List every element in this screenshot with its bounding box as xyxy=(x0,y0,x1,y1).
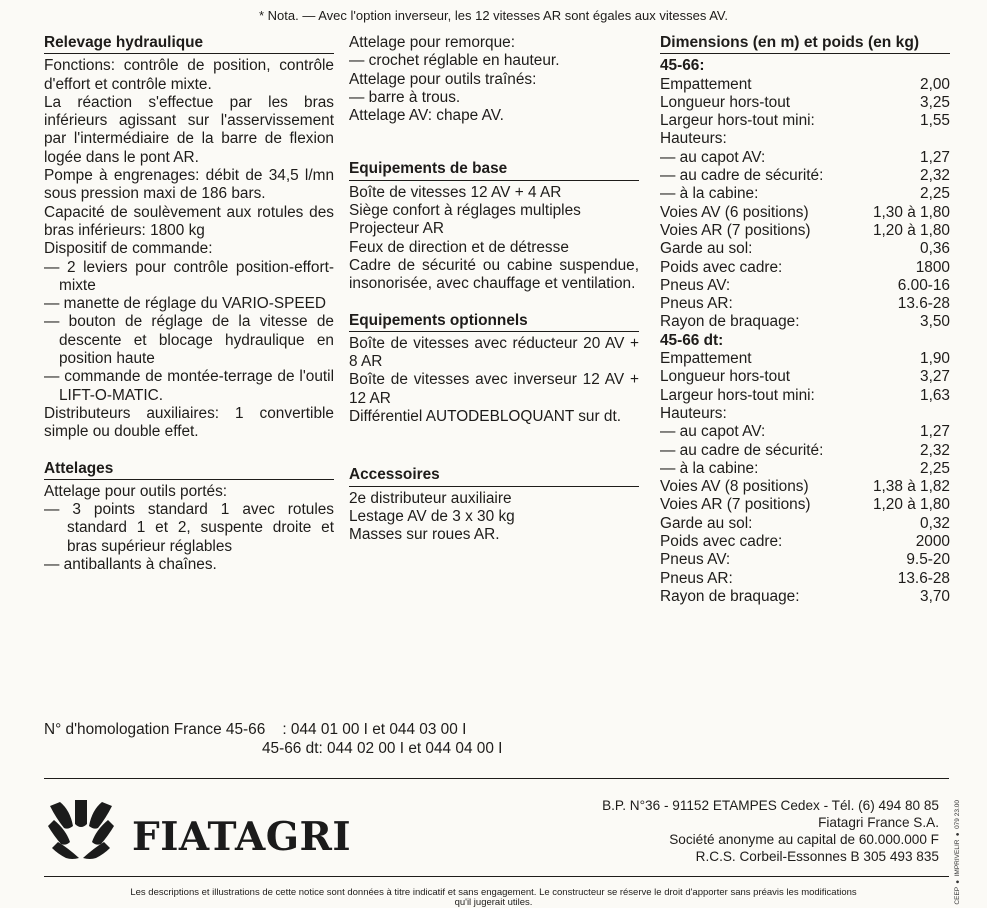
list-item: Feux de direction et de détresse xyxy=(349,238,569,256)
list-item: Masses sur roues AR. xyxy=(349,526,500,544)
dimension-row xyxy=(660,423,950,441)
dimension-value: 1,30 à 1,80 xyxy=(872,203,950,221)
dimension-value: 2,25 xyxy=(920,459,950,477)
dimension-label: Longueur hors-tout xyxy=(660,93,791,111)
dimension-label: — à la cabine: xyxy=(660,185,759,203)
list-item: — 3 points standard 1 avec rotules standard 1 et 2, suspente droite et bras supérieur réglables xyxy=(44,501,334,555)
dimension-label: — au cadre de sécurité: xyxy=(660,167,824,185)
address-line: Société anonyme au capital de 60.000.000 F xyxy=(669,832,939,847)
attelage-line: — crochet réglable en hauteur. xyxy=(349,52,560,70)
dimension-label: Largeur hors-tout mini: xyxy=(660,112,815,130)
dimension-value: 1,55 xyxy=(920,112,950,130)
dimension-label: Pneus AR: xyxy=(660,569,733,587)
dimension-label: Pneus AR: xyxy=(660,295,733,313)
dimension-value: 1,38 à 1,82 xyxy=(872,478,950,496)
dimension-row xyxy=(660,515,950,533)
dimension-value: 6.00-16 xyxy=(897,276,950,294)
dimension-label: Garde au sol: xyxy=(660,514,753,532)
dimension-row xyxy=(660,442,950,460)
section-title-options: Equipements optionnels xyxy=(349,312,639,332)
dimension-row xyxy=(660,496,950,514)
attelages-paragraph: Attelage pour outils portés: xyxy=(44,482,228,500)
dimension-value: 3,50 xyxy=(920,313,950,331)
dimension-value: 2000 xyxy=(915,533,950,551)
dimension-value: 1,63 xyxy=(920,386,950,404)
list-item: — antiballants à chaînes. xyxy=(44,556,217,574)
dimension-row xyxy=(660,460,950,478)
footer-line: Les descriptions et illustrations de cette notice sont données à titre indicatif et sans engagement. Le constructeur se réserve le droit d'apporter sans préavis les modifications xyxy=(130,887,857,898)
dimension-label: Rayon de braquage: xyxy=(660,313,800,331)
section-title-accessoires: Accessoires xyxy=(349,466,639,486)
dimension-label: Largeur hors-tout mini: xyxy=(660,386,815,404)
dimension-row xyxy=(660,588,950,606)
dimension-table-45-66-dt xyxy=(660,350,950,606)
dimension-label: Rayon de braquage: xyxy=(660,587,800,605)
dimension-label: Longueur hors-tout xyxy=(660,368,791,386)
dimension-row xyxy=(660,222,950,240)
relevage-paragraph: La réaction s'effectue par les bras inférieurs agissant sur l'asservissement par l'intermédiaire de la barre de flexion logée dans le pont AR. xyxy=(44,93,334,166)
model-heading: 45-66 dt: xyxy=(660,331,724,349)
section-title-base: Equipements de base xyxy=(349,160,639,180)
attelage-line: Attelage pour outils traînés: xyxy=(349,70,537,88)
dimension-value: 3,70 xyxy=(920,587,950,605)
relevage-paragraph: Distributeurs auxiliaires: 1 convertible simple ou double effet. xyxy=(44,404,334,441)
dimension-row xyxy=(660,478,950,496)
section-title-relevage: Relevage hydraulique xyxy=(44,34,334,54)
dimension-label: Voies AV (6 positions) xyxy=(660,203,809,221)
dimension-label: — au cadre de sécurité: xyxy=(660,441,824,459)
column-right xyxy=(660,34,950,606)
dimension-label: Empattement xyxy=(660,75,752,93)
dimension-label: Empattement xyxy=(660,350,752,368)
list-item: — manette de réglage du VARIO-SPEED xyxy=(44,295,327,313)
list-item: Projecteur AR xyxy=(349,220,444,238)
dimension-value: 1,27 xyxy=(920,423,950,441)
address-line: Fiatagri France S.A. xyxy=(818,815,939,830)
model-heading: 45-66: xyxy=(660,57,705,75)
dimension-value: 2,32 xyxy=(920,441,950,459)
dimension-value: 1,20 à 1,80 xyxy=(872,221,950,239)
dimension-label: Voies AR (7 positions) xyxy=(660,221,811,239)
dimension-row xyxy=(660,570,950,588)
dimension-label: Hauteurs: xyxy=(660,404,727,422)
dimension-value: 1,27 xyxy=(920,148,950,166)
section-title-dimensions: Dimensions (en m) et poids (en kg) xyxy=(660,34,950,54)
list-item: — 2 leviers pour contrôle position-effort-mixte xyxy=(44,258,334,294)
divider xyxy=(44,778,949,779)
divider xyxy=(44,876,949,877)
dimension-value: 1,90 xyxy=(920,350,950,368)
dimension-row xyxy=(660,533,950,551)
attelage-line: Attelage AV: chape AV. xyxy=(349,107,504,125)
dimension-label: — au capot AV: xyxy=(660,423,766,441)
attelage-line: Attelage pour remorque: xyxy=(349,34,515,51)
relevage-paragraph: Dispositif de commande: xyxy=(44,240,213,258)
dimension-label: — au capot AV: xyxy=(660,148,766,166)
list-item: Boîte de vitesses avec inverseur 12 AV + 12 AR xyxy=(349,371,639,407)
dimension-value: 3,27 xyxy=(920,368,950,386)
footer-line: qu'il jugerait utiles. xyxy=(454,897,533,908)
homologation-line: 45-66 dt: 044 02 00 I et 044 04 00 I xyxy=(262,740,503,757)
attelage-line: — barre à trous. xyxy=(349,88,461,106)
dimension-row xyxy=(660,295,950,313)
dimension-value: 13.6-28 xyxy=(897,295,950,313)
printer-mark: CEEP ● IMPRIVELIR ● 079 23.00 xyxy=(954,800,961,905)
dimension-label: Pneus AV: xyxy=(660,551,731,569)
dimension-value: 0,36 xyxy=(920,240,950,258)
dimension-table-45-66 xyxy=(660,76,950,332)
list-item: Boîte de vitesses 12 AV + 4 AR xyxy=(349,183,562,201)
address-line: R.C.S. Corbeil-Essonnes B 305 493 835 xyxy=(695,849,939,864)
dimension-value: 13.6-28 xyxy=(897,569,950,587)
dimension-value: 2,00 xyxy=(920,75,950,93)
dimension-label: Garde au sol: xyxy=(660,240,753,258)
list-item: Cadre de sécurité ou cabine suspendue, insonorisée, avec chauffage et ventilation. xyxy=(349,256,639,293)
list-item: Lestage AV de 3 x 30 kg xyxy=(349,507,515,525)
dimension-label: Voies AR (7 positions) xyxy=(660,496,811,514)
dimension-value: 0,32 xyxy=(920,514,950,532)
relevage-paragraph: Pompe à engrenages: débit de 34,5 l/mn sous pression maxi de 186 bars. xyxy=(44,167,334,203)
list-item: — bouton de réglage de la vitesse de descente et blocage hydraulique en position haute xyxy=(44,313,334,368)
dimension-value: 1800 xyxy=(915,258,950,276)
dimension-label: Pneus AV: xyxy=(660,276,731,294)
dimension-row xyxy=(660,387,950,405)
dimension-row xyxy=(660,313,950,331)
relevage-paragraph: Capacité de soulèvement aux rotules des bras inférieurs: 1800 kg xyxy=(44,203,334,239)
dimension-label: Hauteurs: xyxy=(660,130,727,148)
dimension-row xyxy=(660,240,950,258)
column-middle xyxy=(349,34,639,545)
dimension-row xyxy=(660,204,950,222)
dimension-value: 9.5-20 xyxy=(906,551,950,569)
fiatagri-logo-icon xyxy=(46,796,116,862)
list-item: 2e distributeur auxiliaire xyxy=(349,489,512,507)
dimension-label: Voies AV (8 positions) xyxy=(660,478,809,496)
homologation xyxy=(44,720,502,758)
company-address xyxy=(602,797,939,865)
dimension-row xyxy=(660,94,950,112)
dimension-value: 3,25 xyxy=(920,93,950,111)
dimension-row xyxy=(660,368,950,386)
section-title-attelages: Attelages xyxy=(44,460,334,480)
legal-footer xyxy=(0,888,987,908)
dimension-label: Poids avec cadre: xyxy=(660,533,783,551)
list-item: Différentiel AUTODEBLOQUANT sur dt. xyxy=(349,408,621,426)
dimension-row xyxy=(660,130,950,148)
dimension-label: — à la cabine: xyxy=(660,459,759,477)
dimension-row xyxy=(660,259,950,277)
homologation-line: N° d'homologation France 45-66 : 044 01 00 I et 044 03 00 I xyxy=(44,721,467,738)
list-item: Siège confort à réglages multiples xyxy=(349,202,581,220)
dimension-value: 2,25 xyxy=(920,185,950,203)
dimension-row xyxy=(660,551,950,569)
dimension-value: 2,32 xyxy=(920,167,950,185)
dimension-row xyxy=(660,167,950,185)
footnote-inverseur: * Nota. — Avec l'option inverseur, les 12 vitesses AR sont égales aux vitesses AV. xyxy=(258,8,729,23)
list-item: — commande de montée-terrage de l'outil LIFT-O-MATIC. xyxy=(44,368,334,404)
relevage-paragraph: Fonctions: contrôle de position, contrôle d'effort et contrôle mixte. xyxy=(44,57,334,93)
list-item: Boîte de vitesses avec réducteur 20 AV + 8 AR xyxy=(349,334,639,371)
dimension-row xyxy=(660,350,950,368)
dimension-row xyxy=(660,76,950,94)
dimension-row xyxy=(660,149,950,167)
brand-name: FIATAGRI xyxy=(132,814,352,860)
dimension-row xyxy=(660,185,950,203)
dimension-row xyxy=(660,277,950,295)
address-line: B.P. N°36 - 91152 ETAMPES Cedex - Tél. (6) 494 80 85 xyxy=(602,798,939,813)
dimension-value: 1,20 à 1,80 xyxy=(872,496,950,514)
dimension-label: Poids avec cadre: xyxy=(660,258,783,276)
dimension-row xyxy=(660,112,950,130)
column-left xyxy=(44,34,334,574)
dimension-row xyxy=(660,405,950,423)
